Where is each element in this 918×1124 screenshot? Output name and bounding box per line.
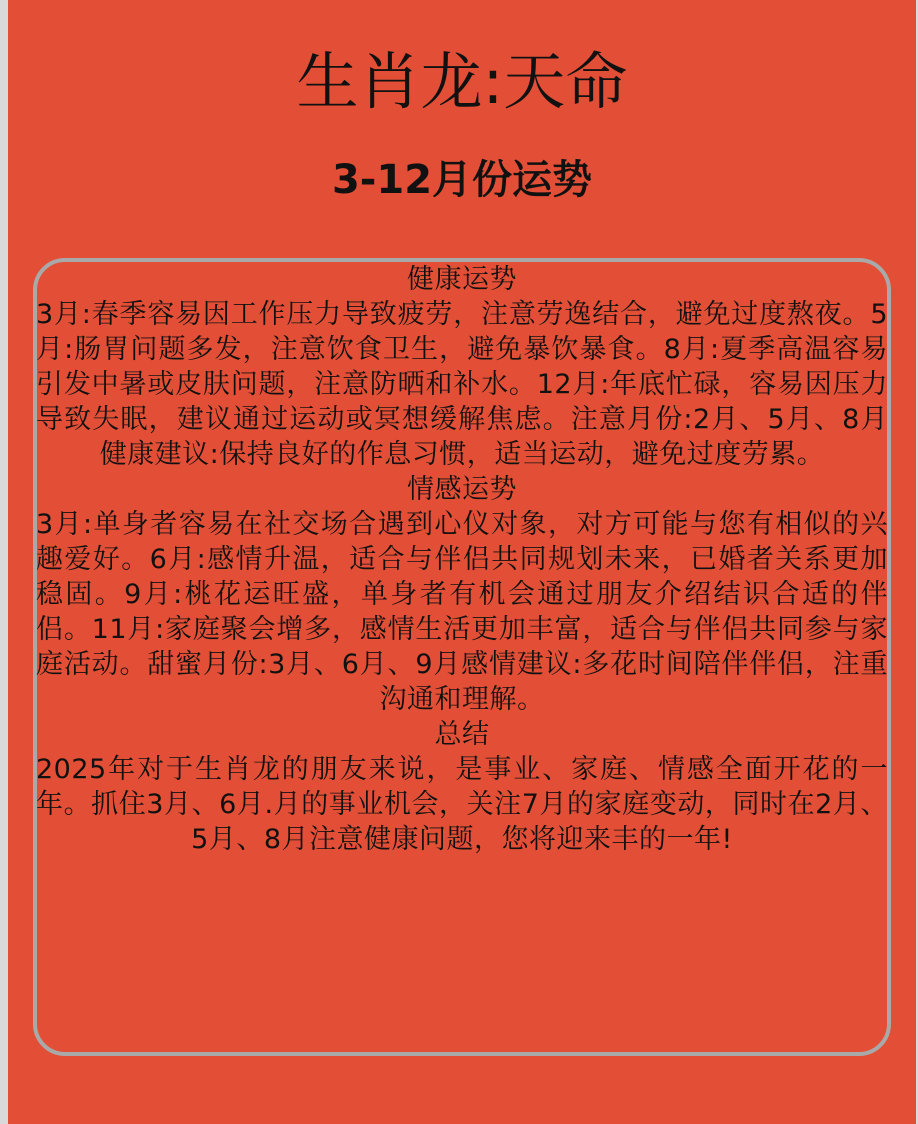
section-body-love: 3月:单身者容易在社交场合遇到心仪对象，对方可能与您有相似的兴趣爱好。6月:感情升温，适合与伴侣共同规划未来，已婚者关系更加稳固。9月:桃花运旺盛，单身者有机会通过朋友介绍结识合适的伴侣。11月:家庭聚会增多，感情生活更加丰富，适合与伴侣共同参与家庭活动。甜蜜月份:3月、6月、9月感情建议:多花时间陪伴伴侣，注重沟通和理解。 bbox=[36, 509, 888, 715]
page-subtitle: 3-12月份运势 bbox=[331, 157, 593, 203]
page-title: 生肖龙:天命 bbox=[296, 45, 628, 118]
section-body-summary: 2025年对于生肖龙的朋友来说，是事业、家庭、情感全面开花的一年。抓住3月、6月.月的事业机会，关注7月的家庭变动，同时在2月、5月、8月注意健康问题，您将迎来丰的一年! bbox=[36, 754, 888, 855]
section-body-health: 3月:春季容易因工作压力导致疲劳，注意劳逸结合，避免过度熬夜。5月:肠胃问题多发，注意饮食卫生，避免暴饮暴食。8月:夏季高温容易引发中暑或皮肤问题，注意防晒和补水。12月:年底忙碌，容易因压力导致失眠，建议通过运动或冥想缓解焦虑。注意月份:2月、5月、8月健康建议:保持良好的作息习惯，适当运动，避免过度劳累。 bbox=[36, 299, 888, 470]
content-text bbox=[36, 262, 888, 857]
section-title-summary: 总结 bbox=[434, 719, 490, 750]
section-title-love: 情感运势 bbox=[407, 474, 517, 505]
section-title-health: 健康运势 bbox=[407, 264, 517, 295]
fortune-poster bbox=[8, 0, 916, 1124]
